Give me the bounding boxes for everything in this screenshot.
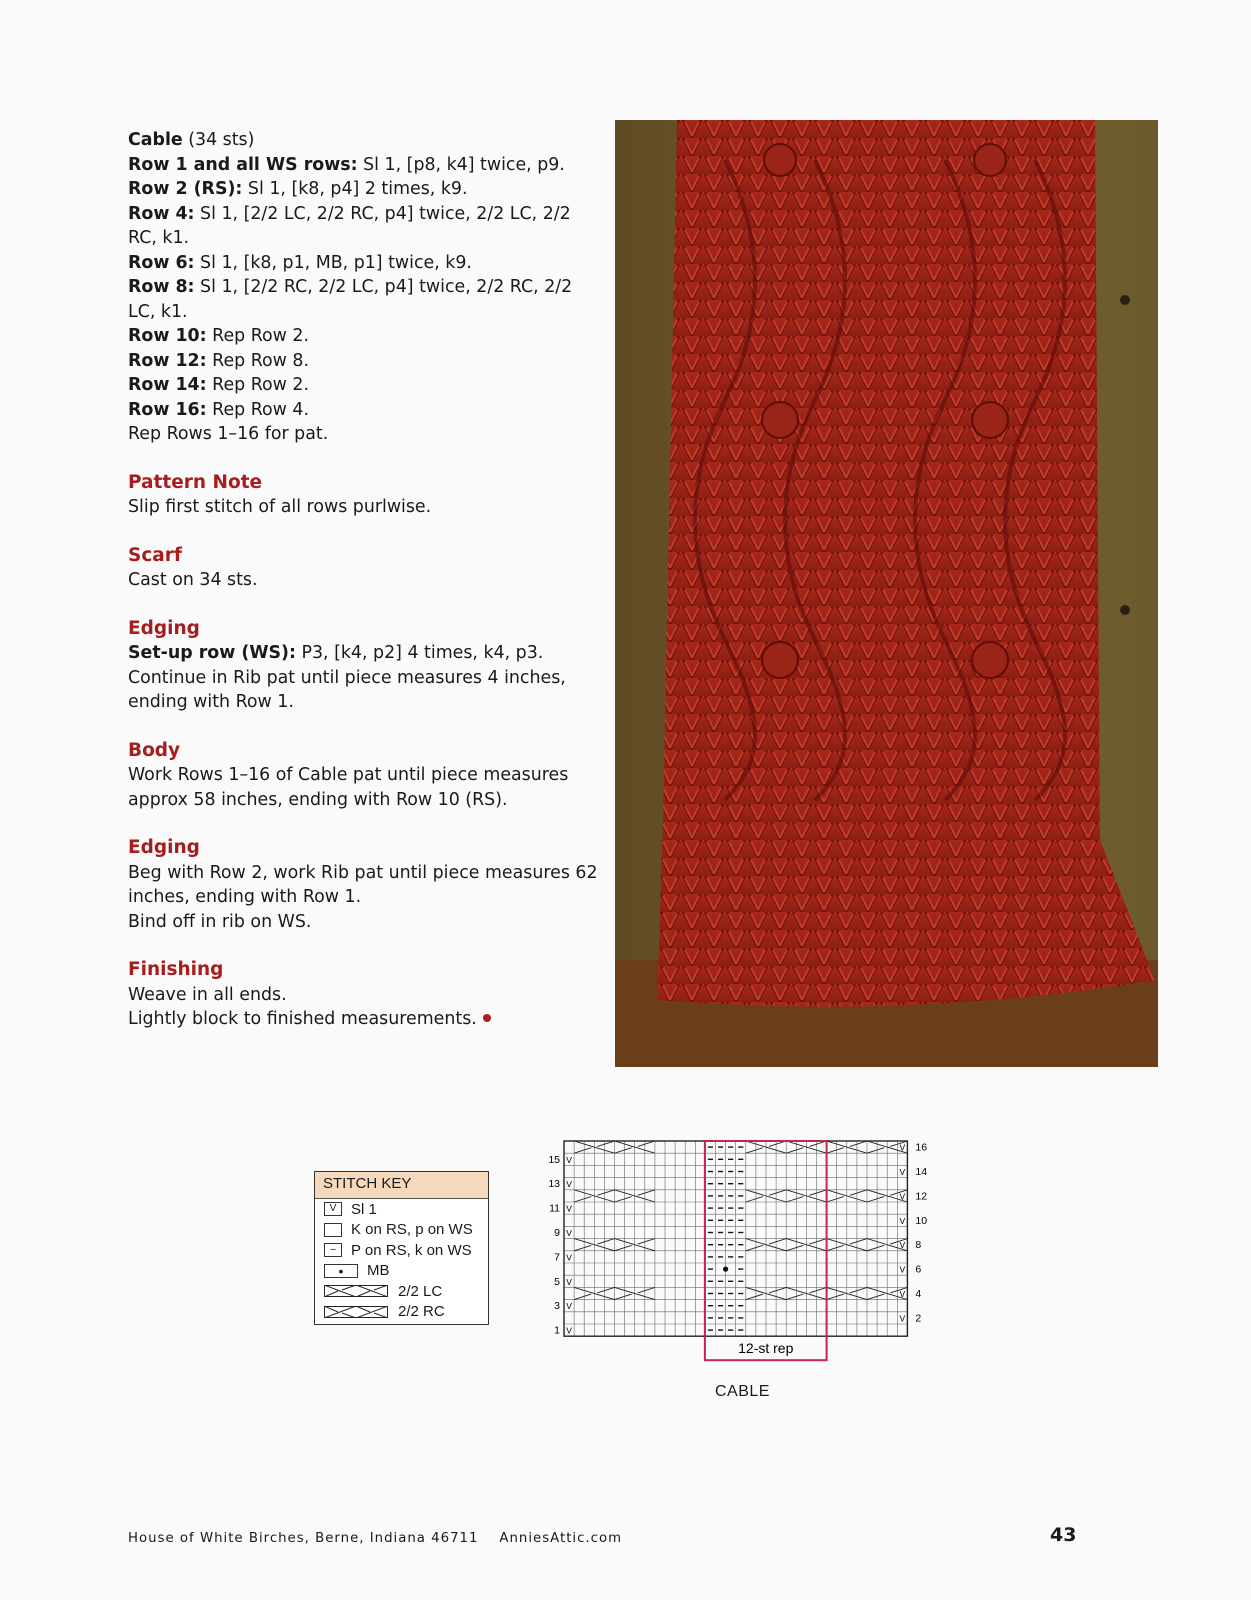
slip-stitch-mark: V xyxy=(899,1142,906,1153)
cable-row: Row 8: Sl 1, [2/2 RC, 2/2 LC, p4] twice, 2/2 RC, 2/2 LC, k1. xyxy=(128,277,573,322)
knit-stitch-icon xyxy=(324,1223,342,1237)
row-number: 8 xyxy=(915,1239,922,1252)
chart-caption: CABLE xyxy=(715,1383,770,1400)
scarf-text: Cast on 34 sts. xyxy=(128,570,258,590)
slip-stitch-mark: V xyxy=(566,1228,572,1238)
stitch-key-item: K on RS, p on WS xyxy=(315,1220,488,1241)
edging-heading: Edging xyxy=(128,617,200,639)
row-number: 7 xyxy=(554,1251,560,1264)
bind-off-text: Bind off in rib on WS. xyxy=(128,911,312,932)
body-text: Work Rows 1–16 of Cable pat until piece measures approx 58 inches, ending with Row 10 (RS). xyxy=(128,765,569,810)
slip-stitch-mark: V xyxy=(899,1289,906,1299)
bobble-mark xyxy=(723,1267,728,1272)
left-cross-icon xyxy=(324,1285,388,1297)
stitch-key xyxy=(314,1171,489,1325)
row-number: 16 xyxy=(915,1141,928,1154)
slip-stitch-mark: V xyxy=(566,1301,572,1312)
row-number: 1 xyxy=(554,1324,560,1337)
cable-row: Row 2 (RS): Sl 1, [k8, p4] 2 times, k9. xyxy=(128,179,468,199)
body-section xyxy=(128,739,598,813)
page-number: 43 xyxy=(1050,1524,1077,1546)
slip-stitch-mark: V xyxy=(566,1325,572,1336)
edging-text: Continue in Rib pat until piece measures 4 inches, ending with Row 1. xyxy=(128,667,566,712)
cable-row: Row 6: Sl 1, [k8, p1, MB, p1] twice, k9. xyxy=(128,252,472,273)
row-number: 2 xyxy=(915,1312,922,1325)
slip-stitch-mark: V xyxy=(566,1276,572,1287)
end-bullet-icon xyxy=(483,1014,491,1022)
repeat-label: 12-st rep xyxy=(738,1340,794,1357)
slip-stitch-mark: V xyxy=(899,1240,906,1251)
pattern-note-heading: Pattern Note xyxy=(128,471,263,493)
edging-final-section xyxy=(128,836,598,934)
body-heading: Body xyxy=(128,739,181,761)
edging-final-text: Beg with Row 2, work Rib pat until piece measures 62 inches, ending with Row 1. xyxy=(128,862,598,907)
row-number: 11 xyxy=(549,1202,560,1215)
slip-stitch-mark: V xyxy=(899,1215,906,1226)
scarf-section xyxy=(128,544,598,593)
finishing-block-text: Lightly block to finished measurements. xyxy=(128,1007,598,1032)
pattern-text-column xyxy=(128,128,598,1032)
stitch-key-item: 2/2 LC xyxy=(315,1281,488,1302)
footer xyxy=(128,1531,622,1546)
finishing-text: Weave in all ends. xyxy=(128,984,287,1005)
cable-row: Row 12: Rep Row 8. xyxy=(128,350,310,371)
row-number: 3 xyxy=(554,1300,560,1313)
row-number: 9 xyxy=(554,1227,560,1239)
row-number: 5 xyxy=(554,1275,560,1288)
row-number: 12 xyxy=(915,1190,928,1203)
stitch-key-item: • MB xyxy=(315,1261,488,1282)
cable-repeat: Rep Rows 1–16 for pat. xyxy=(128,424,329,444)
footer-site[interactable]: AnniesAttic.com xyxy=(499,1531,623,1546)
row-number: 13 xyxy=(548,1178,560,1191)
scarf-photo xyxy=(615,120,1158,1067)
cable-row: Row 4: Sl 1, [2/2 LC, 2/2 RC, p4] twice, 2/2 LC, 2/2 RC, k1. xyxy=(128,203,571,248)
row-number: 10 xyxy=(915,1214,928,1227)
stitch-key-title: STITCH KEY xyxy=(315,1172,488,1199)
row-number: 14 xyxy=(915,1166,928,1178)
pattern-note-text: Slip first stitch of all rows purlwise. xyxy=(128,497,432,517)
cable-row: Row 14: Rep Row 2. xyxy=(128,375,310,395)
slip-stitch-mark: V xyxy=(899,1191,906,1202)
cable-rows xyxy=(128,153,598,423)
cable-chart xyxy=(540,1135,960,1369)
slip-stitch-mark: V xyxy=(566,1252,572,1263)
cable-row: Row 1 and all WS rows: Sl 1, [p8, k4] twice, p9. xyxy=(128,154,565,175)
row-number: 4 xyxy=(915,1288,922,1300)
slip-stitch-icon: V xyxy=(324,1202,342,1216)
stitch-key-item: – P on RS, k on WS xyxy=(315,1240,488,1261)
purl-stitch-icon: – xyxy=(324,1243,342,1257)
slip-stitch-mark: V xyxy=(899,1167,906,1177)
row-number: 15 xyxy=(548,1153,560,1166)
scarf-image xyxy=(615,120,1158,1067)
edging-final-heading: Edging xyxy=(128,837,200,858)
slip-stitch-mark: V xyxy=(899,1313,906,1324)
edging-section xyxy=(128,617,598,715)
stitch-key-item: V Sl 1 xyxy=(315,1199,488,1220)
make-bobble-icon: • xyxy=(324,1264,358,1278)
slip-stitch-mark: V xyxy=(566,1179,572,1190)
finishing-heading: Finishing xyxy=(128,959,224,980)
cable-row: Row 10: Rep Row 2. xyxy=(128,326,310,346)
row-number: 6 xyxy=(915,1263,922,1276)
cable-header: Cable (34 sts) xyxy=(128,130,255,150)
right-cross-icon xyxy=(324,1306,388,1318)
finishing-section xyxy=(128,958,598,1032)
footer-publisher: House of White Birches, Berne, Indiana 46711 xyxy=(128,1531,479,1546)
scarf-heading: Scarf xyxy=(128,544,182,566)
cable-row: Row 16: Rep Row 4. xyxy=(128,399,310,420)
setup-row: Set-up row (WS): P3, [k4, p2] 4 times, k4, p3. xyxy=(128,643,544,663)
cable-chart-grid xyxy=(540,1135,960,1365)
slip-stitch-mark: V xyxy=(899,1264,906,1275)
slip-stitch-mark: V xyxy=(566,1203,572,1214)
stitch-key-items xyxy=(315,1199,488,1322)
stitch-key-item: 2/2 RC xyxy=(315,1302,488,1323)
slip-stitch-mark: V xyxy=(566,1154,572,1165)
pattern-note-section xyxy=(128,471,598,520)
